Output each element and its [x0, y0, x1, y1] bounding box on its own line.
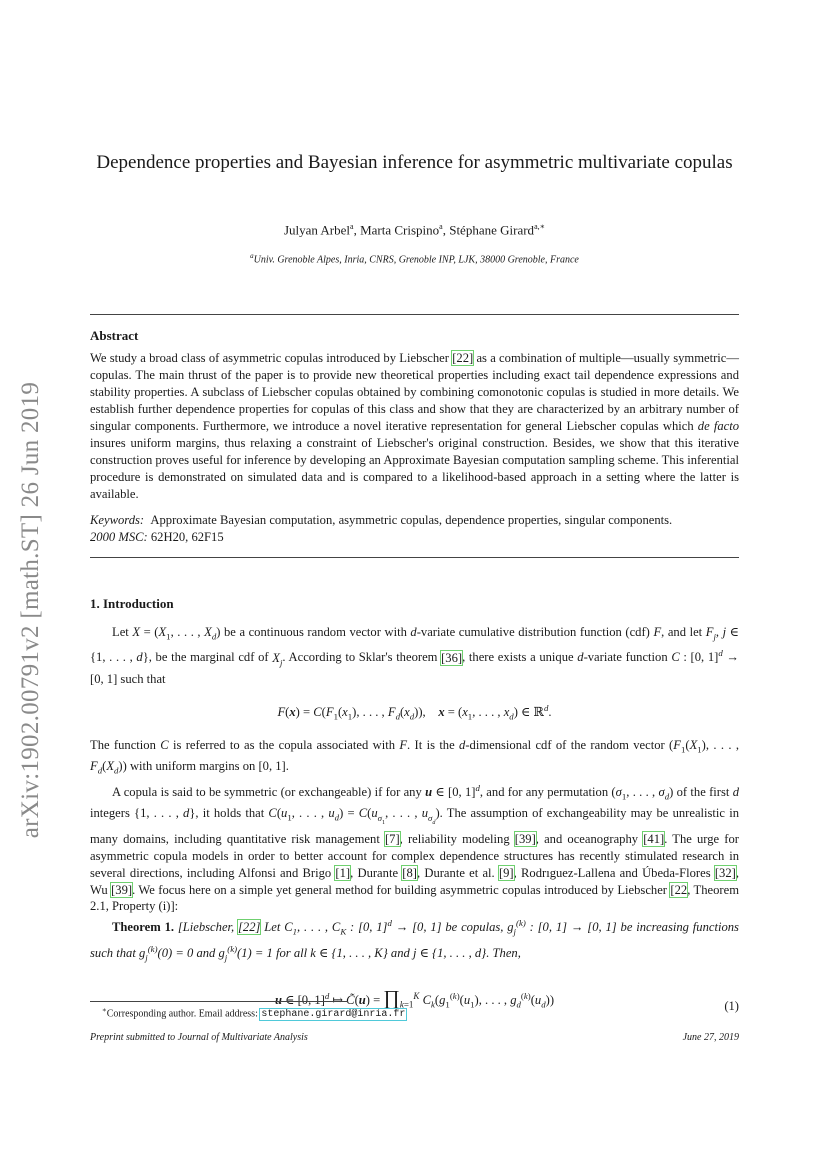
display-equation: $F(x) = C(F_1(x_1)$, . . . , $F_d(x_d)$), $x = (x_1$, . . . , $x_d$) ∈ ℝ$^d$. [277, 702, 552, 722]
keywords-block [90, 512, 739, 546]
abstract-heading: Abstract [90, 328, 139, 343]
footnote-text: Corresponding author. Email address: [106, 1008, 261, 1020]
affiliation-text: Univ. Grenoble Alpes, Inria, CNRS, Grenoble INP, LJK, 38000 Grenoble, France [253, 254, 579, 266]
citation-link[interactable]: [22 [670, 882, 688, 897]
abstract-emphasis: de facto [697, 419, 739, 433]
author-name: Marta Crispino [360, 222, 440, 238]
citation-link[interactable]: [39] [111, 882, 133, 897]
citation-link[interactable]: [7] [384, 832, 400, 847]
equation-number: (1) [724, 999, 739, 1014]
bottom-rule [90, 557, 739, 558]
theorem-1: Theorem 1. [Liebscher, [22] Let $C_1$, . . . , $C_K$ : [0, 1]$^d$ → [0, 1] be copulas, $g_j^{(k)}$ : [0, 1] → [0, 1] be increasing functions such that $g_j^{(k)}(0) = 0$ and $g_j^{(k)}(1) = 1$ for all k ∈ {1, . . . , K} and j ∈ {1, . . . , d}. Then, [90, 918, 739, 963]
paragraph: The function C is referred to as the copula associated with F. It is the d-dimensional cdf of the random vector ($F_1(X_1)$, . . . , $F_d(X_d)$) with uniform margins on [0, 1]. [90, 738, 739, 776]
keywords-label: Keywords: [90, 513, 145, 527]
section-heading: 1. Introduction [90, 596, 174, 611]
paper-title: Dependence properties and Bayesian inference for asymmetric multivariate copulas [96, 152, 733, 173]
msc-label: 2000 MSC: [90, 530, 148, 544]
citation-link[interactable]: [1] [335, 865, 351, 880]
author-list: Julyan Arbel$^a$, Marta Crispino$^a$, Stéphane Girard$^{a,∗}$ [283, 222, 546, 238]
citation-link[interactable]: [41] [643, 832, 665, 847]
footnote-rule [90, 1001, 348, 1002]
email-link[interactable]: stephane.girard@inria.fr [261, 1009, 406, 1021]
citation-link[interactable]: [39] [514, 832, 536, 847]
preprint-date: June 27, 2019 [682, 1032, 739, 1043]
footnote-mark: ∗ [102, 1006, 107, 1014]
affiliation-mark: a [250, 252, 254, 260]
citation-link[interactable]: [8] [402, 865, 417, 880]
arxiv-stamp [14, 350, 48, 870]
paragraph: Let $X = (X_1$, . . . , $X_d$) be a continuous random vector with d-variate cumulative distribution function (cdf) F, and let $F_j$, j ∈ {1, . . . , d}, be the marginal cdf of $X_j$. According to Sklar's theorem [36], there exists a unique d-variate function C : [0, 1]$^d$ → [0, 1] such that [90, 625, 740, 686]
author-name: Stéphane Girard [449, 222, 535, 238]
equation-1-body: u ∈ [0, 1]$^d$ ↦ C̃(u) = $\prod_{k=1}^K$ $C_k(g_1^{(k)}(u_1)$, . . . , $g_d^{(k)}(u_d)$) [274, 987, 555, 1010]
abstract-text: insures uniform margins, thus relaxing a constraint of Liebscher's original construction. Besides, we show that this iterative construction proves useful for inference by developing an Approximate Bayesian computation sampling scheme. This inferential procedure is demonstrated on simulated data and is compared to a likelihood-based approach in a setting where the latter is available. [90, 436, 739, 501]
paragraph: A copula is said to be symmetric (or exchangeable) if for any u ∈ [0, 1]$^d$, and for any permutation ($\sigma_1$, . . . , $\sigma_d$) of the first d integers {1, . . . , d}, it holds that $C(u_1$, . . . , $u_d) = C(u_{\sigma_1}$, . . . , $u_{\sigma_d}$). The assumption of exchangeability may be unrealistic in many domains, including quantitative risk management [7], reliability modeling [39], and oceanography [41]. The urge for asymmetric copula models in order to better account for complex dependence structures has recently stimulated research in several directions, including Alfonsi and Brigo [1], Durante [8], Durante et al. [9], Rodrıguez-Lallena and Úbeda-Flores [32], Wu [39]. We focus here on a simple yet general method for building asymmetric copulas introduced by Liebscher [22, Theorem 2.1, Property (i)]: [90, 782, 739, 914]
keywords-line [90, 512, 739, 529]
arxiv-stamp-text: arXiv:1902.00791v2 [math.ST] 26 Jun 2019 [17, 381, 45, 839]
intro-body [90, 624, 739, 1024]
abstract-text: as a combination of multiple—usually symmetric—copulas. The main thrust of the paper is to provide new theoretical properties including exact tail dependence expressions and stability properties. A subclass of Liebscher copulas obtained by combining comonotonic copulas is studied in more details. We establish further dependence properties for copulas of this class and show that they are characterized by an arbitrary number of singular components. Furthermore, we introduce a novel iterative representation for general Liebscher copulas which [90, 351, 739, 433]
affiliation [90, 252, 739, 265]
footnote [102, 1006, 406, 1020]
author-affil-mark: a [439, 222, 443, 231]
citation-link[interactable]: [36] [441, 650, 463, 665]
citation-link[interactable]: [22] [452, 351, 474, 365]
theorem-label: Theorem 1. [112, 920, 175, 935]
citation-link[interactable]: [32] [714, 865, 736, 880]
author-affil-mark: a [350, 222, 354, 231]
citation-link[interactable]: [22] [238, 920, 261, 935]
author-affil-mark: a,∗ [534, 222, 546, 231]
author-name: Julyan Arbel [283, 222, 351, 238]
keywords-text: Approximate Bayesian computation, asymmetric copulas, dependence properties, singular components. [150, 513, 673, 527]
citation-link[interactable]: [9] [498, 865, 514, 880]
abstract-body [90, 350, 739, 503]
msc-text: 62H20, 62F15 [150, 530, 224, 544]
top-rule [90, 314, 739, 315]
msc-line [90, 529, 739, 546]
preprint-note: Preprint submitted to Journal of Multivariate Analysis [90, 1032, 308, 1043]
abstract-text: We study a broad class of asymmetric copulas introduced by Liebscher [90, 351, 453, 365]
